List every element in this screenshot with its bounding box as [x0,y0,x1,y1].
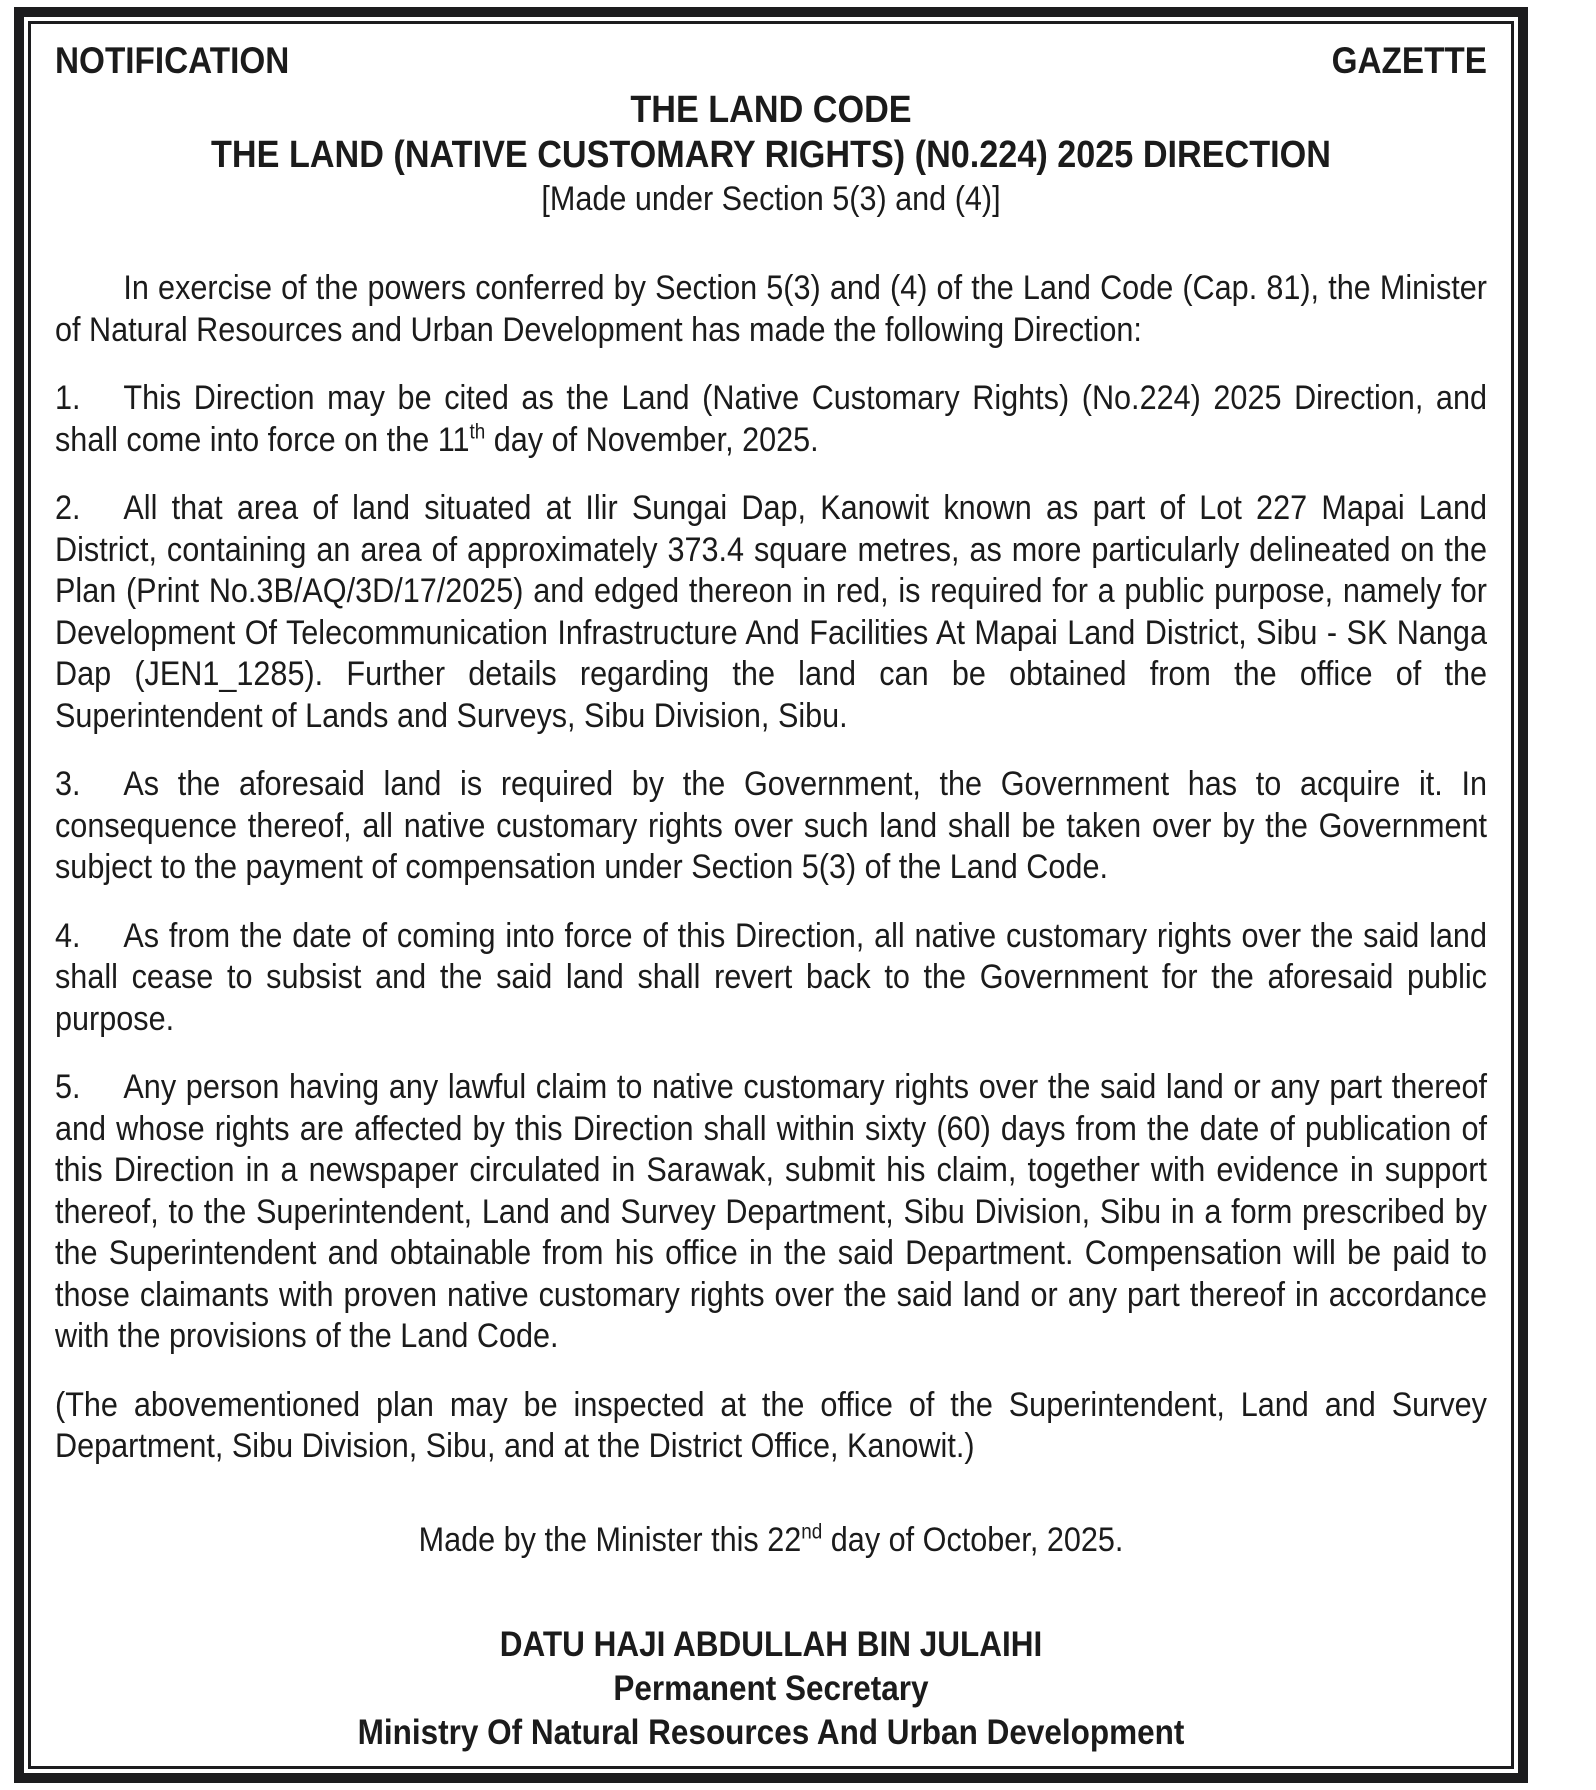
item-1-text-after: day of November, 2025. [485,420,819,459]
item-1-text: This Direction may be cited as the Land (Native Customary Rights) (No.224) 2025 Direction, and shall come into force on the 11 [55,379,1487,459]
title-made-under: [Made under Section 5(3) and (4)] [541,180,1001,218]
item-5-number: 5. [55,1068,81,1106]
notice-content [55,40,1487,1755]
masthead-gazette-label: GAZETTE [1331,40,1487,81]
made-by-text: Made by the Minister this 22 [418,1520,802,1559]
item-5-text: Any person having any lawful claim to native customary rights over the said land or any part thereof and whose rights are affected by this Direction shall within sixty (60) days from the date of publication of this Direction in a newspaper circulated in Sarawak, submit his claim, together with evidence in support thereof, to the Superintendent, Land and Survey Department, Sibu Division, Sibu in a form prescribed by the Superintendent and obtainable from his office in the said Department. Compensation will be paid to those claimants with proven native customary rights over the said land or any part thereof in accordance with the provisions of the Land Code. [55,1068,1487,1355]
direction-item-4 [55,916,1487,1041]
direction-item-1 [55,378,1487,461]
plan-inspection-note: (The abovementioned plan may be inspected at the office of the Superintendent, Land and Survey Department, Sibu Division, Sibu, and at the District Office, Kanowit.) [55,1385,1487,1465]
made-by-text-after: day of October, 2025. [822,1520,1124,1559]
item-2-text: All that area of land situated at Ilir Sungai Dap, Kanowit known as part of Lot 227 Mapai Land District, containing an area of approximately 373.4 square metres, as more particularly delineated on the Plan (Print No.3B/AQ/3D/17/2025) and edged thereon in red, is required for a public purpose, namely for Development Of Telecommunication Infrastructure And Facilities At Mapai Land District, Sibu - SK Nanga Dap (JEN1_1285). Further details regarding the land can be obtained from the office of the Superintendent of Lands and Surveys, Sibu Division, Sibu. [55,489,1487,735]
made-by-ordinal-suffix: nd [801,1520,823,1544]
made-by-line [55,1520,1487,1562]
notice-outer-border [14,7,1528,1783]
masthead-notification-label: NOTIFICATION [55,40,290,81]
notice-inner-border [28,21,1514,1769]
item-3-text: As the aforesaid land is required by the Government, the Government has to acquire it. In consequence thereof, all native customary rights over such land shall be taken over by the Government subject to the payment of compensation under Section 5(3) of the Land Code. [55,765,1487,886]
item-1-ordinal-suffix: th [469,420,486,444]
direction-item-3 [55,764,1487,889]
title-land-code: THE LAND CODE [630,89,912,131]
item-1-number: 1. [55,379,81,417]
direction-item-2 [55,488,1487,737]
item-3-number: 3. [55,765,81,803]
signatory-ministry: Ministry Of Natural Resources And Urban Development [357,1713,1185,1752]
item-4-number: 4. [55,916,81,955]
masthead [55,40,1487,82]
signature-block [55,1623,1487,1755]
intro-paragraph: In exercise of the powers conferred by Section 5(3) and (4) of the Land Code (Cap. 81), the Minister of Natural Resources and Urban Development has made the following Direction: [55,269,1487,349]
signatory-title: Permanent Secretary [613,1669,929,1708]
direction-item-5 [55,1067,1487,1358]
item-4-text: As from the date of coming into force of this Direction, all native customary rights over the said land shall cease to subsist and the said land shall revert back to the Government for the aforesaid public purpose. [55,916,1487,1038]
item-2-number: 2. [55,489,81,527]
title-direction: THE LAND (NATIVE CUSTOMARY RIGHTS) (N0.224) 2025 DIRECTION [211,134,1331,176]
signatory-name: DATU HAJI ABDULLAH BIN JULAIHI [499,1625,1043,1664]
